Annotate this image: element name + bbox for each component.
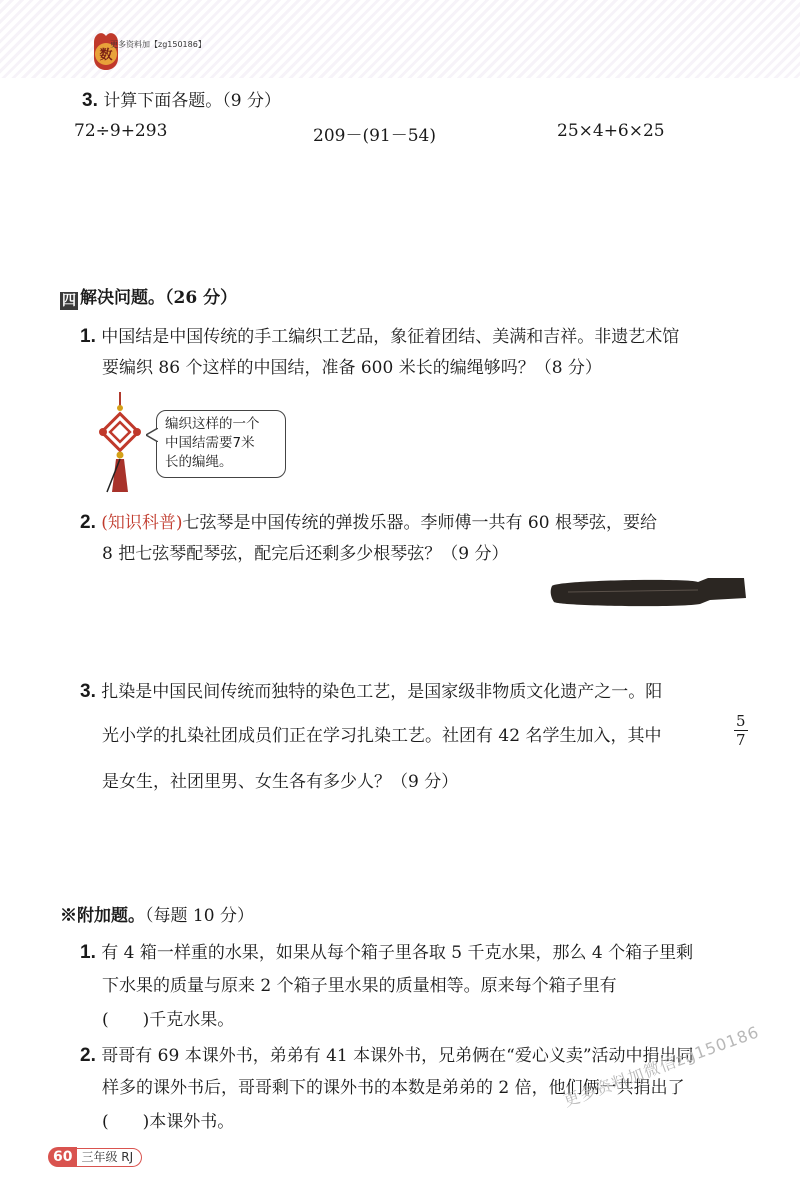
- extra-heading: [60, 908, 254, 925]
- q3-expr-3: 25×4+6×25: [557, 121, 665, 141]
- guqin-instrument-icon: [548, 576, 748, 614]
- section4-box: 四: [62, 293, 76, 309]
- watermark: 更多资料加微信zg150186: [561, 1022, 762, 1111]
- extra-title: ※附加题。: [60, 906, 145, 926]
- s4-p1-number: 1.: [80, 326, 96, 347]
- bubble-line-1: 编织这样的一个: [165, 416, 260, 432]
- s4-p3-line3: 是女生，社团里男、女生各有多少人？（9 分）: [102, 772, 459, 792]
- q3-number: 3.: [82, 90, 98, 111]
- extra-p2-line1: [80, 1046, 694, 1065]
- s4-p3-text1: 扎染是中国民间传统而独特的染色工艺，是国家级非物质文化遗产之一。阳: [101, 682, 663, 702]
- s4-p3-line1: [80, 682, 662, 701]
- extra-subtitle: （每题 10 分）: [145, 906, 254, 926]
- chinese-knot-icon: [95, 392, 145, 500]
- s4-p1-speech-bubble: [156, 410, 286, 478]
- s4-p3-line2: 光小学的扎染社团成员们正在学习扎染工艺。社团有 42 名学生加入，其中: [102, 726, 662, 746]
- knowledge-tag: (知识科普): [101, 513, 183, 533]
- extra-p2-text1: 哥哥有 69 本课外书，弟弟有 41 本课外书，兄弟俩在“爱心义卖”活动中捐出同: [101, 1046, 694, 1066]
- q3-expr-1: 72÷9+293: [74, 121, 168, 141]
- fraction-5-7: [734, 712, 748, 749]
- extra-p2-line2: 样多的课外书后，哥哥剩下的课外书的本数是弟弟的 2 倍，他们俩一共捐出了: [102, 1078, 685, 1098]
- svg-text:数: 数: [99, 48, 113, 63]
- extra-p1-number: 1.: [80, 942, 96, 963]
- bubble-line-3: 长的编绳。: [165, 454, 233, 470]
- page-footer: [48, 1147, 142, 1167]
- fraction-numerator: 5: [736, 712, 746, 730]
- s4-p2-number: 2.: [80, 512, 96, 533]
- bubble-line-2: 中国结需要7米: [165, 435, 255, 451]
- s4-p2-text1: 七弦琴是中国传统的弹拨乐器。李师傅一共有 60 根琴弦，要给: [182, 513, 657, 533]
- q3-heading: [82, 91, 281, 110]
- q3-expr-2: 209－(91－54): [313, 126, 436, 146]
- s4-p1-line1: [80, 327, 679, 346]
- header-note: 更多资料加【zg150186】: [110, 40, 206, 49]
- s4-p2-line2: 8 把七弦琴配琴弦，配完后还剩多少根琴弦？（9 分）: [102, 544, 509, 564]
- fraction-denominator: 7: [736, 731, 746, 749]
- q3-title: 计算下面各题。（9 分）: [103, 91, 281, 111]
- extra-p2-number: 2.: [80, 1045, 96, 1066]
- s4-p1-text1: 中国结是中国传统的手工编织工艺品，象征着团结、美满和吉祥。非遗艺术馆: [101, 327, 680, 347]
- extra-p2-line3: ( )本课外书。: [102, 1112, 235, 1132]
- bubble-tail: [146, 428, 158, 442]
- s4-p3-number: 3.: [80, 681, 96, 702]
- section4-title: 解决问题。（26 分）: [80, 288, 238, 308]
- extra-p1-line3: ( )千克水果。: [102, 1010, 235, 1030]
- s4-p1-line2: 要编织 86 个这样的中国结，准备 600 米长的编绳够吗？（8 分）: [102, 358, 602, 378]
- extra-p1-text1: 有 4 箱一样重的水果，如果从每个箱子里各取 5 千克水果，那么 4 个箱子里剩: [101, 943, 694, 963]
- extra-p1-line1: [80, 943, 693, 962]
- s4-p2-line1: [80, 513, 657, 532]
- extra-p1-line2: 下水果的质量与原来 2 个箱子里水果的质量相等。原来每个箱子里有: [102, 976, 617, 996]
- page-number: 60: [48, 1147, 77, 1167]
- grade-label: 三年级 RJ: [77, 1148, 142, 1167]
- section4-heading: [60, 290, 237, 310]
